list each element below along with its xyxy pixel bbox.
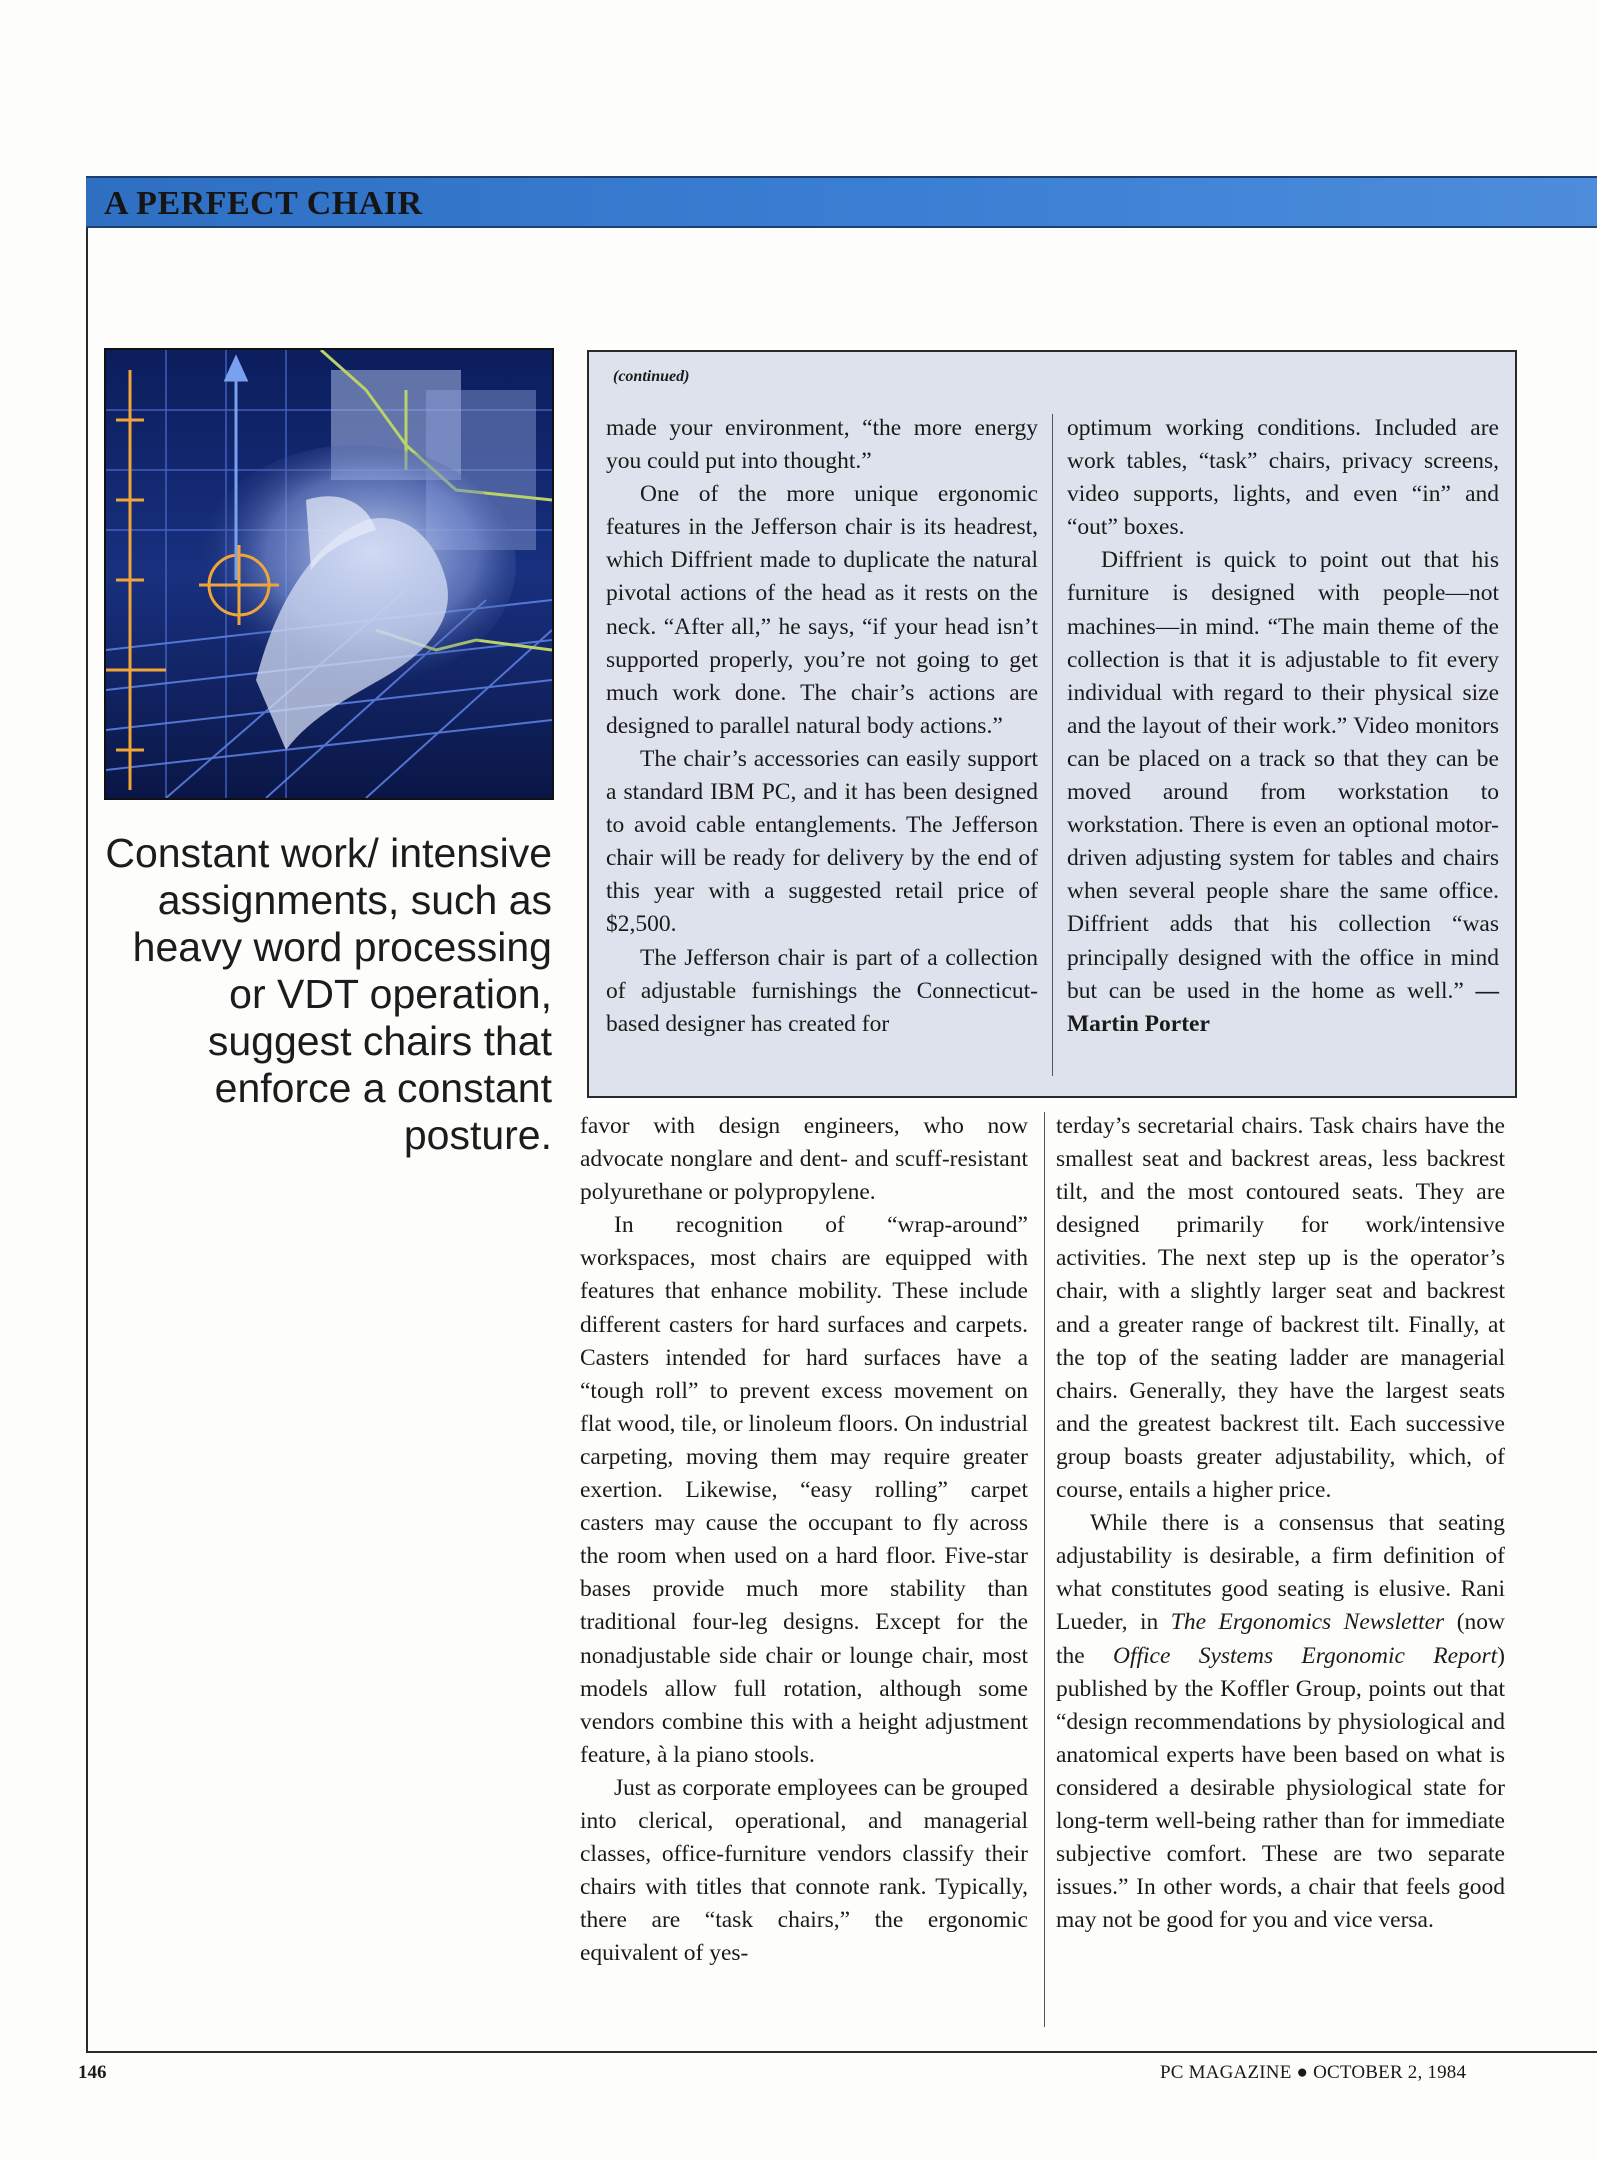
text-run: While there is a consensus that seating adjustability is desirable, a firm definition of what constitutes good seating is elusive. Rani Lueder, in [1056, 1510, 1505, 1636]
paragraph [1056, 1507, 1505, 1937]
section-title: A PERFECT CHAIR [104, 185, 423, 222]
publication-footer: PC MAGAZINE ● OCTOBER 2, 1984 [1160, 2062, 1467, 2083]
paragraph: favor with design engineers, who now advocate nonglare and dent- and scuff-resistant polyurethane or polypropylene. [580, 1113, 1028, 1206]
column-rule [1052, 414, 1053, 1076]
paragraph: made your environment, “the more energy you could put into thought.” [606, 415, 1038, 475]
body-column-right [1056, 1110, 1505, 1937]
paragraph: One of the more unique ergonomic features in the Jefferson chair is its headrest, which Diffrient made to duplicate the natural pivotal actions of the head as it rests on the neck. “After all,” he says, “if your head isn’t supported properly, you’re not going to get much work done. The chair’s actions are designed to parallel natural body actions.” [606, 481, 1038, 739]
body-column-left [580, 1110, 1028, 1970]
paragraph-text: Diffrient is quick to point out that his furniture is designed with people—not machines—in mind. “The main theme of the collection is that it is adjustable to fit every individual with regard to their physical size and the layout of their work.” Video monitors can be placed on a track so that they can be moved around from workstation to workstation. There is even an optional motor-driven adjusting system for tables and chairs when several people share the same office. Diffrient adds that his collection “was principally designed with the office in mind but can be used in the home as well.” [1067, 547, 1499, 1004]
sidebar-box [587, 350, 1517, 1098]
paragraph: The Jefferson chair is part of a collection of adjustable furnishings the Connecticut-based designer has created for [606, 944, 1038, 1037]
sidebar-column-right [1067, 412, 1499, 1041]
pull-quote: Constant work/ intensive assignments, such as heavy word processing or VDT operation, suggest chairs that enforce a constant posture. [105, 830, 552, 1158]
paragraph: terday’s secretarial chairs. Task chairs have the smallest seat and backrest areas, less backrest tilt, and the most contoured seats. They are designed primarily for work/intensive activities. The next step up is the operator’s chair, with a slightly larger seat and backrest and a greater range of backrest tilt. Finally, at the top of the seating ladder are managerial chairs. Generally, they have the largest seats and the greatest backrest tilt. Each successive group boasts greater adjustability, which, of course, entails a higher price. [1056, 1113, 1505, 1504]
publication-title: The Ergonomics Newsletter [1170, 1609, 1445, 1636]
paragraph [1067, 544, 1499, 1040]
text-run: (now the [1056, 1609, 1505, 1669]
publication-title: Office Systems Ergonomic Report [1113, 1642, 1498, 1669]
column-rule [1044, 1112, 1045, 2027]
paragraph: Just as corporate employees can be grouped into clerical, operational, and managerial classes, office-furniture vendors classify their chairs with titles that connote rank. Typically, there are “task chairs,” the ergonomic equivalent of yes- [580, 1774, 1028, 1967]
paragraph: In recognition of “wrap-around” workspaces, most chairs are equipped with features that enhance mobility. These include different casters for hard surfaces and carpets. Casters intended for hard surfaces have a “tough roll” to prevent excess movement on flat wood, tile, or linoleum floors. On industrial carpeting, moving them may require greater exertion. Likewise, “easy rolling” carpet casters may cause the occupant to fly across the room when used on a hard floor. Five-star bases provide much more stability than traditional four-leg designs. Except for the nonadjustable side chair or lounge chair, most models allow full rotation, although some vendors combine this with a height adjustment feature, à la piano stools. [580, 1212, 1028, 1768]
section-banner [86, 176, 1597, 228]
paragraph: optimum working conditions. Included are work tables, “task” chairs, privacy screens, video supports, lights, and even “in” and “out” boxes. [1067, 415, 1499, 541]
chair-illustration [104, 348, 554, 800]
text-run: ) published by the Koffler Group, points out that “design recommendations by physiological and anatomical experts have been based on what is considered a desirable physiological state for long-term well-being rather than for immediate subjective comfort. These are two separate issues.” In other words, a chair that feels good may not be good for you and vice versa. [1056, 1642, 1505, 1934]
page-number: 146 [78, 2062, 107, 2083]
sidebar-column-left [606, 412, 1038, 1041]
byline: —Martin Porter [1067, 977, 1500, 1037]
paragraph: The chair’s accessories can easily support a standard IBM PC, and it has been designed to avoid cable entanglements. The Jefferson chair will be ready for delivery by the end of this year with a suggested retail price of $2,500. [606, 745, 1038, 938]
continued-label: (continued) [613, 368, 690, 385]
